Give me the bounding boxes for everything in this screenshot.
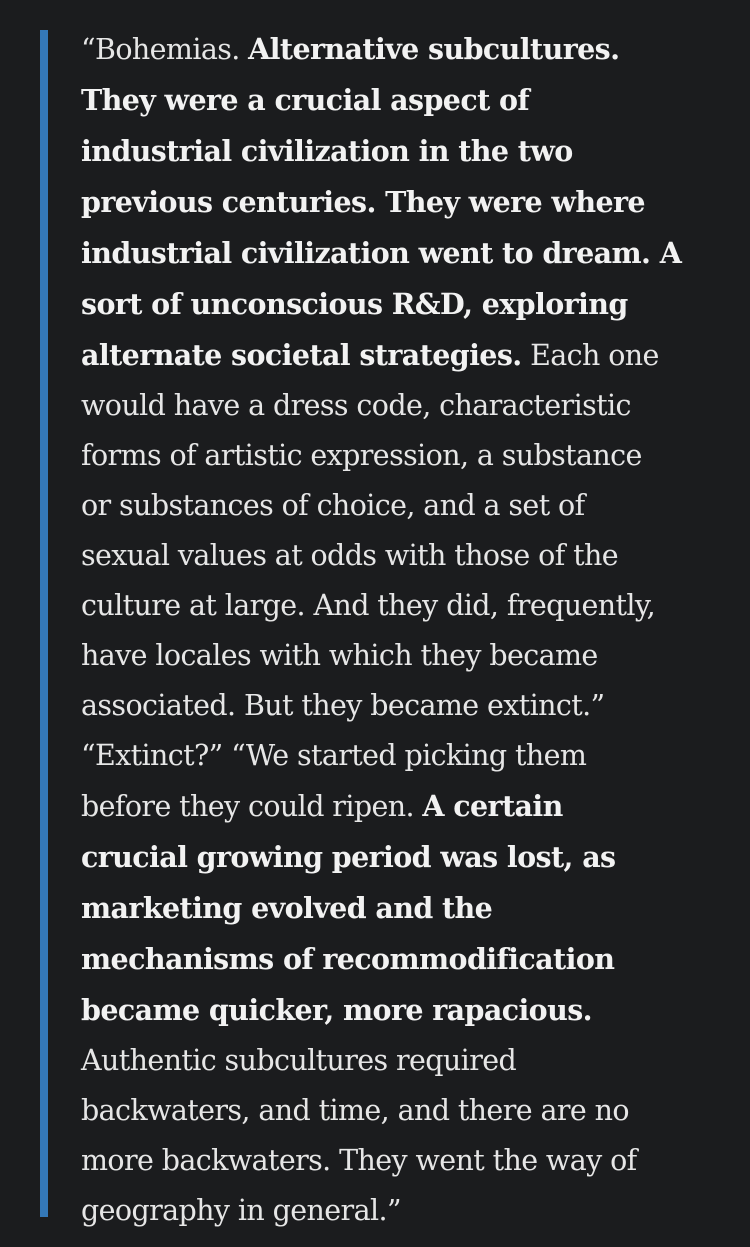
- quote-line: [81, 177, 721, 228]
- quote-segment: have locales with which they became: [81, 639, 598, 672]
- quote-line: [81, 279, 721, 330]
- quote-bold-segment: marketing evolved and the: [81, 891, 493, 925]
- quote-line: [81, 883, 721, 934]
- quote-line: [81, 228, 721, 279]
- quote-line: [81, 381, 721, 431]
- quote-line: [81, 1036, 721, 1086]
- blockquote-text: [81, 24, 721, 1236]
- quote-line: [81, 681, 721, 731]
- blockquote-accent-bar: [40, 30, 48, 1217]
- quote-line: [81, 581, 721, 631]
- quote-line: [81, 126, 721, 177]
- quote-line: [81, 75, 721, 126]
- quote-segment: geography in general.”: [81, 1194, 401, 1227]
- quote-bold-segment: became quicker, more rapacious.: [81, 993, 592, 1027]
- quote-bold-segment: industrial civilization went to dream. A: [81, 236, 682, 270]
- quote-segment: would have a dress code, characteristic: [81, 389, 631, 422]
- quote-bold-segment: Alternative subcultures.: [248, 32, 620, 66]
- quote-line: [81, 631, 721, 681]
- quote-bold-segment: alternate societal strategies.: [81, 338, 522, 372]
- quote-line: [81, 781, 721, 832]
- quote-bold-segment: mechanisms of recommodification: [81, 942, 615, 976]
- quote-segment: associated. But they became extinct.”: [81, 689, 605, 722]
- quote-segment: backwaters, and time, and there are no: [81, 1094, 629, 1127]
- quote-line: [81, 24, 721, 75]
- quote-line: [81, 934, 721, 985]
- quote-line: [81, 330, 721, 381]
- quote-segment: sexual values at odds with those of the: [81, 539, 618, 572]
- quote-segment: “Extinct?” “We started picking them: [81, 739, 587, 772]
- quote-bold-segment: industrial civilization in the two: [81, 134, 573, 168]
- quote-segment: forms of artistic expression, a substance: [81, 439, 642, 472]
- quote-line: [81, 731, 721, 781]
- quote-line: [81, 1086, 721, 1136]
- quote-line: [81, 1136, 721, 1186]
- quote-segment: or substances of choice, and a set of: [81, 489, 585, 522]
- quote-bold-segment: A certain: [422, 789, 563, 823]
- quote-segment: culture at large. And they did, frequently,: [81, 589, 656, 622]
- quote-line: [81, 832, 721, 883]
- quote-bold-segment: previous centuries. They were where: [81, 185, 645, 219]
- quote-line: [81, 531, 721, 581]
- quote-bold-segment: sort of unconscious R&D, exploring: [81, 287, 628, 321]
- quote-segment: more backwaters. They went the way of: [81, 1144, 637, 1177]
- quote-line: [81, 481, 721, 531]
- quote-segment: “Bohemias.: [81, 33, 249, 66]
- quote-line: [81, 985, 721, 1036]
- quote-line: [81, 431, 721, 481]
- quote-segment: Each one: [521, 339, 659, 372]
- quote-bold-segment: crucial growing period was lost, as: [81, 840, 616, 874]
- quote-bold-segment: They were a crucial aspect of: [81, 83, 530, 117]
- quote-segment: before they could ripen.: [81, 790, 423, 823]
- quote-line: [81, 1186, 721, 1236]
- quote-segment: Authentic subcultures required: [81, 1044, 517, 1077]
